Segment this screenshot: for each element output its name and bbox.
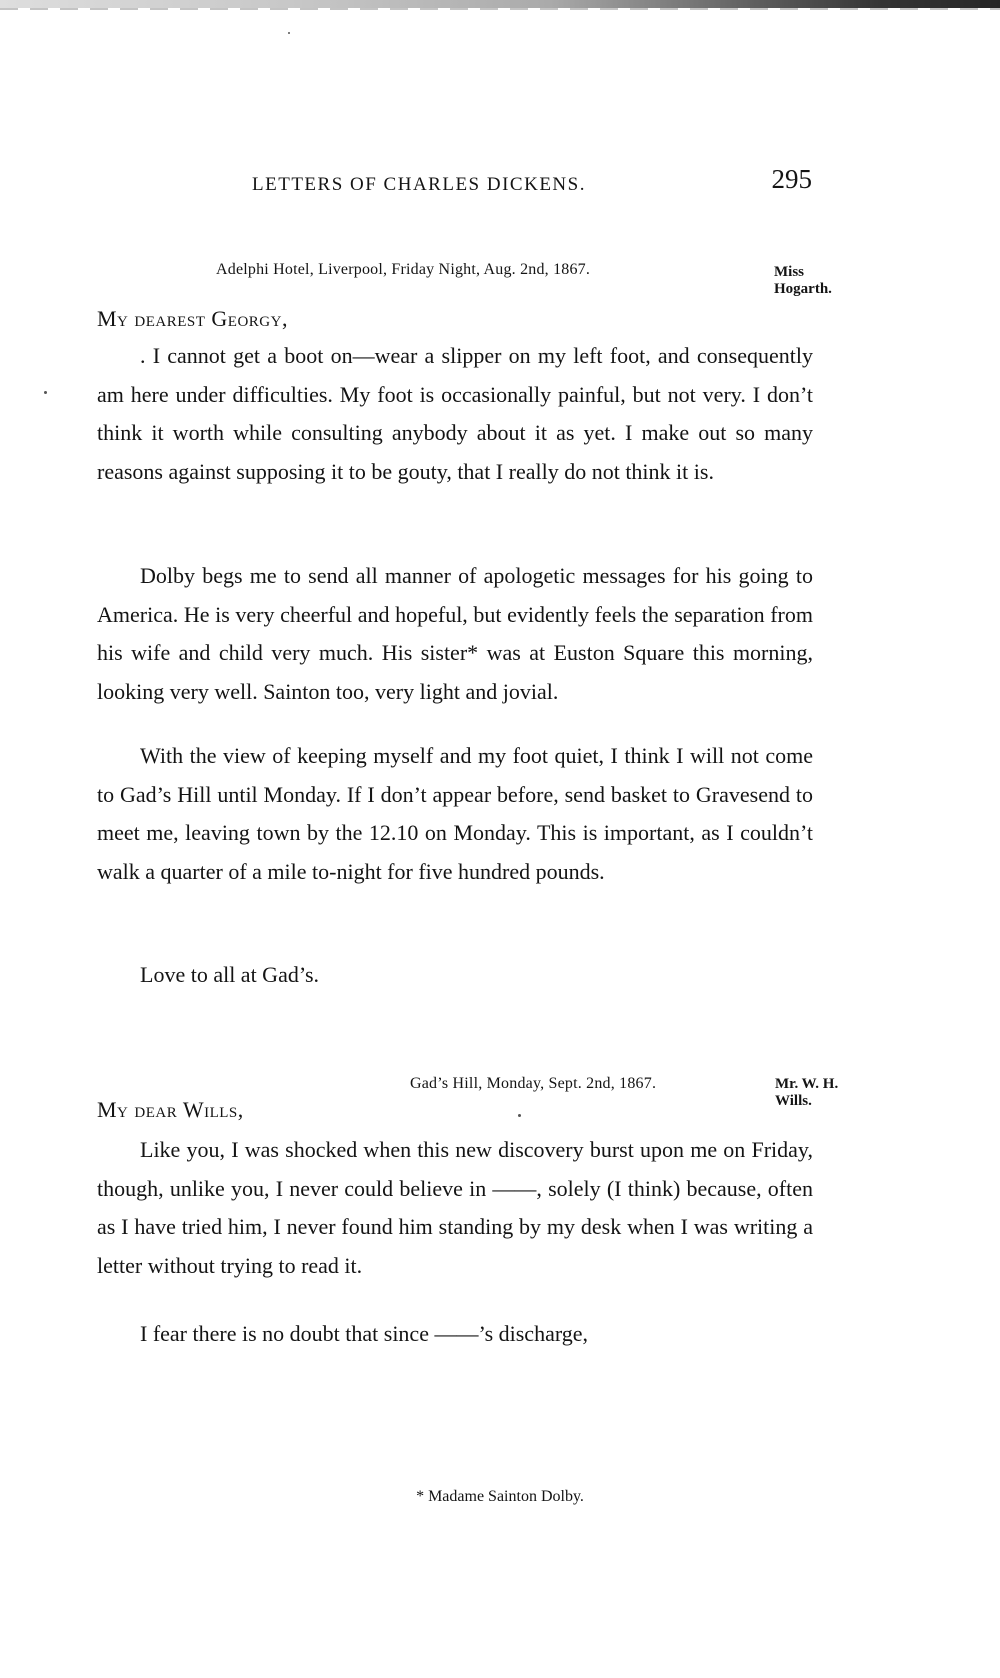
- footnote: * Madame Sainton Dolby.: [416, 1488, 584, 1505]
- page-number: 295: [771, 164, 812, 194]
- running-title: LETTERS OF CHARLES DICKENS.: [252, 174, 586, 195]
- scan-speck: [44, 391, 47, 394]
- letter-2-recipient-line2: Wills.: [775, 1093, 812, 1109]
- letter-2-paragraph-1: Like you, I was shocked when this new discovery burst upon me on Friday, though, unlike you, I never could believe in ——, solely (I think) because, often as I have tried him, I never found him standing by my desk when I was writing a letter without trying to read it.: [97, 1137, 813, 1278]
- letter-2-salutation: My dear Wills,: [97, 1097, 244, 1122]
- letter-1-paragraph-1: . I cannot get a boot on—wear a slipper on my left foot, and consequently am here under difficulties. My foot is occasionally painful, but not very. I don’t think it worth while consulting anybody about it as yet. I make out so many reasons against supposing it to be gouty, that I really do not think it is.: [97, 343, 813, 484]
- scan-speck: [288, 32, 290, 34]
- letter-2-recipient-note: [775, 1076, 838, 1110]
- scan-edge-dashes: [0, 8, 1000, 10]
- running-head: [252, 164, 812, 204]
- letter-1-paragraph-2: Dolby begs me to send all manner of apologetic messages for his going to America. He is very cheerful and hopeful, but evidently feels the separation from his wife and child very much. His sister* was at Euston Square this morning, looking very well. Sainton too, very light and jovial.: [97, 563, 813, 704]
- letter-1-paragraph-4: Love to all at Gad’s.: [140, 962, 320, 987]
- scan-edge-shadow: [0, 0, 1000, 8]
- scan-speck: [518, 1114, 521, 1117]
- letter-2-paragraph-2: I fear there is no doubt that since ——’s discharge,: [140, 1321, 589, 1346]
- letter-1-heading: Adelphi Hotel, Liverpool, Friday Night, Aug. 2nd, 1867.: [216, 261, 591, 278]
- letter-1-recipient-line1: Miss: [774, 264, 804, 280]
- letter-1-salutation: My dearest Georgy,: [97, 306, 288, 331]
- letter-2-heading: Gad’s Hill, Monday, Sept. 2nd, 1867.: [410, 1075, 657, 1092]
- letter-2-recipient-line1: Mr. W. H.: [775, 1076, 839, 1092]
- letter-1-recipient-line2: Hogarth.: [774, 281, 832, 297]
- letter-1-recipient-note: [774, 264, 832, 298]
- letter-1-paragraph-3: With the view of keeping myself and my foot quiet, I think I will not come to Gad’s Hill until Monday. If I don’t appear before, send basket to Gravesend to meet me, leaving town by the 12.10 on Monday. This is important, as I couldn’t walk a quarter of a mile to-night for five hundred pounds.: [97, 743, 813, 884]
